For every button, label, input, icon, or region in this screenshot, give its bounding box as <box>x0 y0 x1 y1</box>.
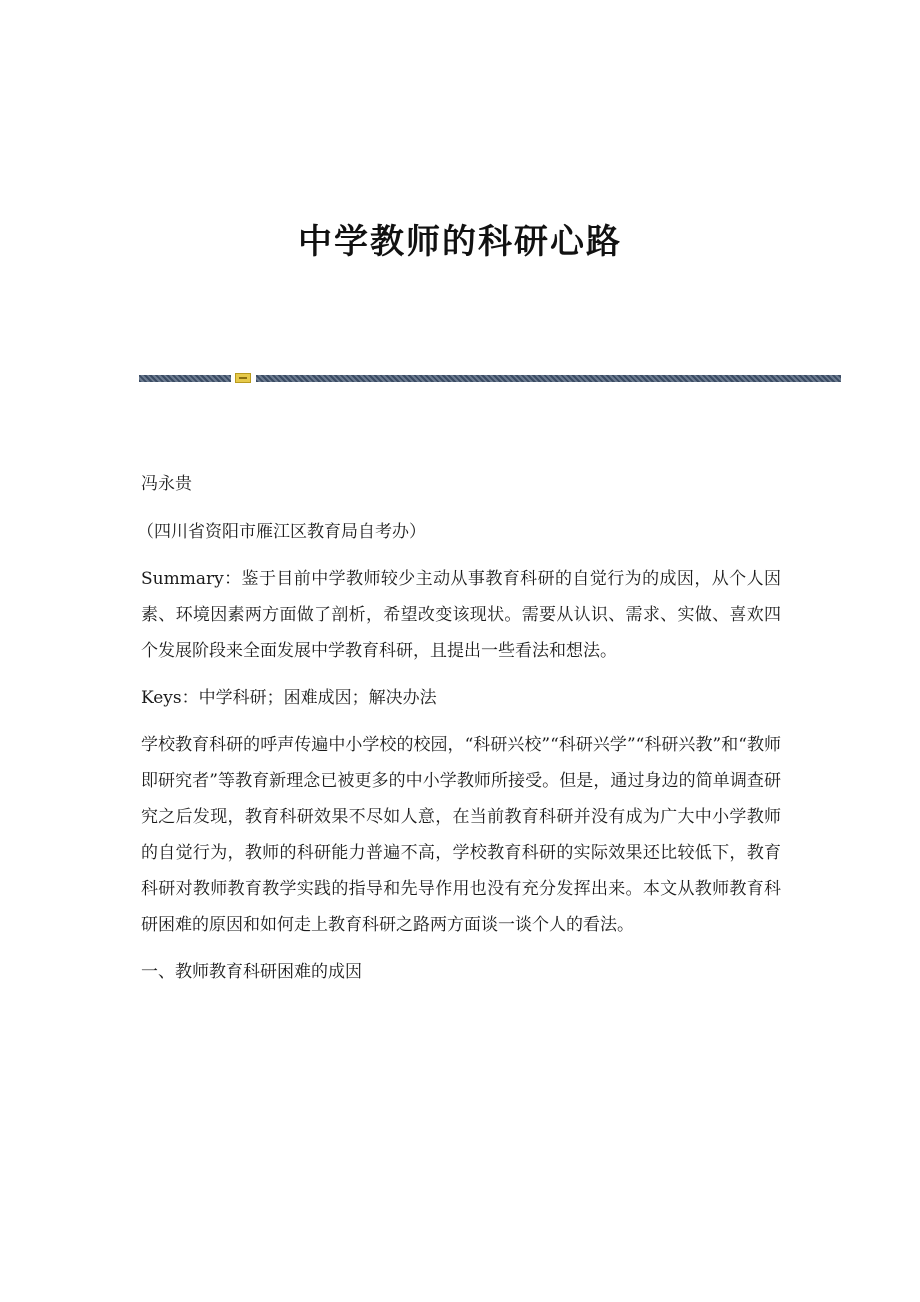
divider-bar-left <box>139 375 231 382</box>
author-affiliation: （四川省资阳市雁江区教育局自考办） <box>137 522 426 542</box>
title-divider <box>139 371 841 385</box>
author-name: 冯永贵 <box>141 474 192 494</box>
document-title: 中学教师的科研心路 <box>298 222 622 262</box>
summary-paragraph: Summary：鉴于目前中学教师较少主动从事教育科研的自觉行为的成因，从个人因素、环境因素两方面做了剖析，希望改变该现状。需要从认识、需求、实做、喜欢四个发展阶段来全面发展中学教育科研，且提出一些看法和想法。 <box>141 569 781 661</box>
body-paragraph: 学校教育科研的呼声传遍中小学校的校园，“科研兴校”“科研兴学”“科研兴教”和“教师即研究者”等教育新理念已被更多的中小学教师所接受。但是，通过身边的简单调查研究之后发现，教育科研效果不尽如人意，在当前教育科研并没有成为广大中小学教师的自觉行为，教师的科研能力普遍不高，学校教育科研的实际效果还比较低下，教育科研对教师教育教学实践的指导和先导作用也没有充分发挥出来。本文从教师教育科研困难的原因和如何走上教育科研之路两方面谈一谈个人的看法。 <box>141 735 781 935</box>
keywords-line: Keys：中学科研；困难成因；解决办法 <box>141 688 437 708</box>
section-heading: 一、教师教育科研困难的成因 <box>141 962 362 982</box>
divider-bar-right <box>256 375 841 382</box>
divider-ornament-icon <box>235 373 251 383</box>
document-body <box>137 466 781 1001</box>
